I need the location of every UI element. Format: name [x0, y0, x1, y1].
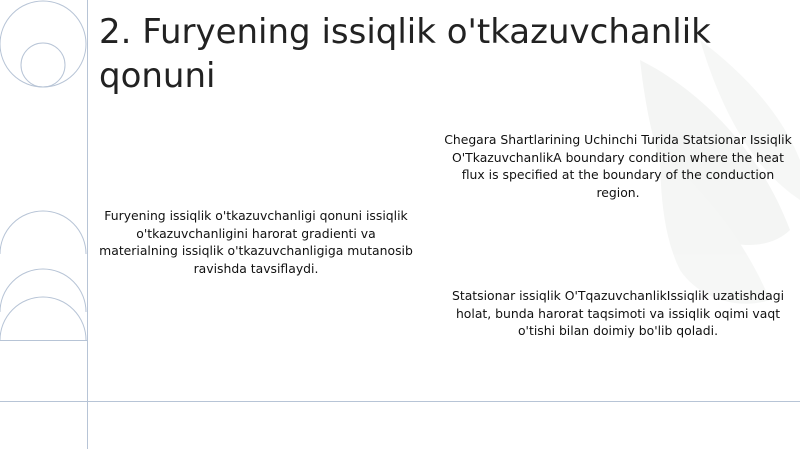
left-text-block: Furyening issiqlik o'tkazuvchanligi qonuni issiqlik o'tkazuvchanligini harorat gradienti va materialning issiqlik o'tkazuvchanligiga mutanosib ravishda tavsiflaydi.: [99, 208, 413, 276]
right-bottom-text-block: Statsionar issiqlik O'TqazuvchanlikIssiqlik uzatishdagi holat, bunda harorat taqsimoti va issiqlik oqimi vaqt o'tishi bilan doimiy bo'lib qoladi.: [451, 288, 785, 338]
slide-title: 2. Furyening issiqlik o'tkazuvchanlik qonuni: [99, 12, 711, 96]
arch-lower: [0, 297, 86, 340]
arch-upper: [0, 211, 86, 254]
circle-top-small: [21, 43, 65, 87]
circle-top-large: [0, 1, 86, 87]
arch-middle: [0, 269, 86, 312]
right-top-text-block: Chegara Shartlarining Uchinchi Turida Statsionar Issiqlik O'TkazuvchanlikA boundary condition where the heat flux is specified at the boundary of the conduction region.: [444, 132, 792, 200]
